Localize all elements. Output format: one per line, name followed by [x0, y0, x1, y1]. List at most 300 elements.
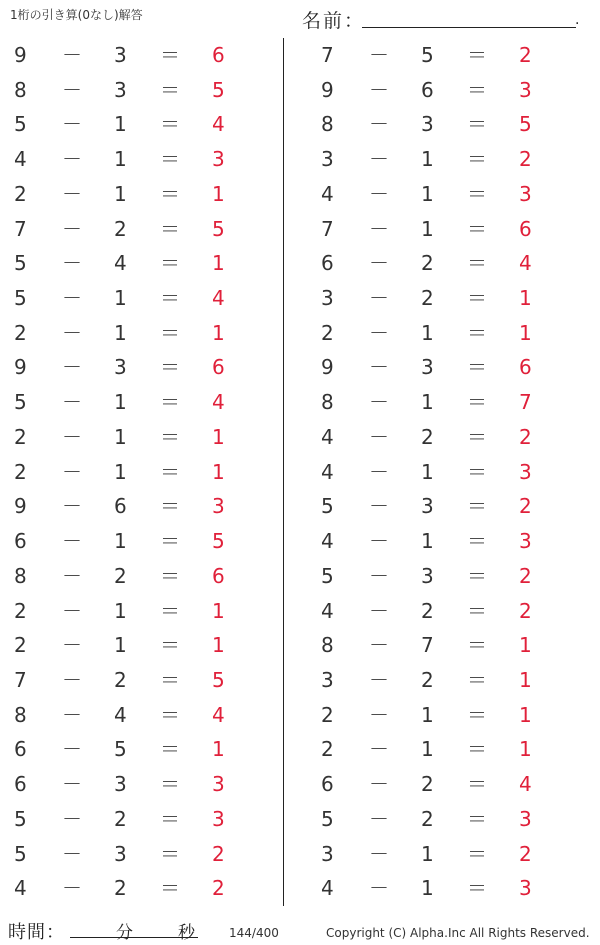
problem-row: [307, 663, 587, 697]
subtrahend: 3: [421, 563, 434, 588]
equals-sign: ＝: [467, 529, 487, 554]
minus-sign: －: [369, 633, 389, 658]
minus-sign: －: [62, 112, 82, 137]
equals-sign: ＝: [160, 147, 180, 172]
answer: 1: [519, 286, 532, 311]
page-number: 144/400: [229, 926, 279, 940]
minuend: 2: [321, 702, 334, 727]
equals-sign: ＝: [467, 702, 487, 727]
subtrahend: 2: [114, 216, 127, 241]
minuend: 7: [321, 216, 334, 241]
equals-sign: ＝: [467, 494, 487, 519]
subtrahend: 4: [114, 251, 127, 276]
answer: 1: [519, 320, 532, 345]
problem-row: [0, 38, 280, 72]
minus-sign: －: [62, 459, 82, 484]
minuend: 3: [321, 667, 334, 692]
problem-row: [0, 802, 280, 836]
equals-sign: ＝: [160, 702, 180, 727]
equals-sign: ＝: [467, 598, 487, 623]
problem-row: [0, 489, 280, 523]
column-divider: [283, 38, 284, 906]
problem-row: [0, 871, 280, 905]
equals-sign: ＝: [467, 841, 487, 866]
minuend: 5: [14, 251, 27, 276]
minuend: 6: [14, 772, 27, 797]
answer: 5: [212, 77, 225, 102]
equals-sign: ＝: [160, 286, 180, 311]
answer: 2: [519, 147, 532, 172]
answer: 4: [212, 112, 225, 137]
problem-row: [307, 38, 587, 72]
answer: 1: [212, 320, 225, 345]
minus-sign: －: [369, 390, 389, 415]
subtrahend: 2: [114, 563, 127, 588]
problem-row: [0, 142, 280, 176]
equals-sign: ＝: [160, 112, 180, 137]
answer: 1: [212, 459, 225, 484]
answer: 2: [519, 598, 532, 623]
subtrahend: 3: [114, 355, 127, 380]
answer: 4: [212, 286, 225, 311]
problem-row: [307, 212, 587, 246]
name-field-end: .: [575, 12, 580, 28]
subtrahend: 3: [114, 43, 127, 67]
equals-sign: ＝: [467, 633, 487, 658]
answer: 6: [212, 563, 225, 588]
equals-sign: ＝: [160, 424, 180, 449]
equals-sign: ＝: [160, 841, 180, 866]
minus-sign: －: [369, 424, 389, 449]
subtrahend: 3: [421, 112, 434, 137]
minus-sign: －: [62, 390, 82, 415]
minuend: 3: [321, 147, 334, 172]
answer: 1: [519, 702, 532, 727]
subtrahend: 2: [114, 876, 127, 901]
problem-row: [307, 246, 587, 280]
minus-sign: －: [62, 633, 82, 658]
answer: 5: [212, 667, 225, 692]
minuend: 2: [14, 424, 27, 449]
problem-row: [307, 350, 587, 384]
subtrahend: 1: [421, 876, 434, 901]
answer: 6: [212, 43, 225, 67]
problem-row: [307, 316, 587, 350]
minus-sign: －: [369, 216, 389, 241]
equals-sign: ＝: [160, 251, 180, 276]
subtrahend: 1: [114, 286, 127, 311]
answer: 5: [212, 216, 225, 241]
minus-sign: －: [62, 806, 82, 831]
minuend: 9: [14, 494, 27, 519]
equals-sign: ＝: [160, 772, 180, 797]
subtrahend: 2: [421, 251, 434, 276]
subtrahend: 1: [114, 633, 127, 658]
answer: 2: [519, 494, 532, 519]
problem-row: [0, 698, 280, 732]
minus-sign: －: [369, 598, 389, 623]
answer: 1: [519, 667, 532, 692]
minus-sign: －: [62, 598, 82, 623]
minuend: 6: [321, 251, 334, 276]
minuend: 4: [321, 459, 334, 484]
problem-row: [0, 420, 280, 454]
problem-row: [0, 212, 280, 246]
problem-row: [0, 732, 280, 766]
minuend: 5: [14, 841, 27, 866]
answer: 3: [212, 772, 225, 797]
problem-row: [307, 767, 587, 801]
minus-sign: －: [369, 772, 389, 797]
minus-sign: －: [62, 286, 82, 311]
equals-sign: ＝: [467, 667, 487, 692]
problem-row: [0, 767, 280, 801]
answer: 3: [212, 147, 225, 172]
minuend: 4: [321, 424, 334, 449]
problem-row: [0, 559, 280, 593]
subtrahend: 1: [114, 320, 127, 345]
answer: 3: [519, 181, 532, 206]
minuend: 2: [321, 320, 334, 345]
problem-row: [307, 385, 587, 419]
problem-row: [307, 732, 587, 766]
problem-row: [307, 73, 587, 107]
minuend: 7: [321, 43, 334, 67]
equals-sign: ＝: [467, 77, 487, 102]
problem-row: [0, 107, 280, 141]
minus-sign: －: [369, 320, 389, 345]
answer: 5: [212, 529, 225, 554]
minuend: 9: [321, 355, 334, 380]
answer: 6: [519, 216, 532, 241]
minus-sign: －: [62, 702, 82, 727]
problem-row: [0, 350, 280, 384]
minus-sign: －: [62, 876, 82, 901]
minuend: 5: [321, 806, 334, 831]
answer: 2: [519, 43, 532, 67]
problem-row: [307, 524, 587, 558]
minuend: 8: [14, 702, 27, 727]
minuend: 9: [321, 77, 334, 102]
minuend: 5: [14, 286, 27, 311]
subtrahend: 3: [114, 772, 127, 797]
minuend: 4: [321, 181, 334, 206]
problem-row: [0, 316, 280, 350]
minus-sign: －: [62, 147, 82, 172]
answer: 3: [212, 494, 225, 519]
minuend: 2: [321, 737, 334, 762]
minus-sign: －: [62, 494, 82, 519]
equals-sign: ＝: [160, 77, 180, 102]
answer: 1: [212, 737, 225, 762]
worksheet-title: 1桁の引き算(0なし)解答: [10, 8, 143, 22]
subtrahend: 7: [421, 633, 434, 658]
subtrahend: 1: [114, 529, 127, 554]
time-label: 時間：: [8, 922, 65, 943]
answer: 3: [212, 806, 225, 831]
minuend: 2: [14, 598, 27, 623]
subtrahend: 1: [421, 529, 434, 554]
equals-sign: ＝: [467, 43, 487, 67]
minuend: 2: [14, 320, 27, 345]
minus-sign: －: [62, 737, 82, 762]
problem-row: [0, 837, 280, 871]
subtrahend: 5: [421, 43, 434, 67]
subtrahend: 2: [421, 772, 434, 797]
minus-sign: －: [369, 841, 389, 866]
equals-sign: ＝: [160, 181, 180, 206]
equals-sign: ＝: [467, 181, 487, 206]
minuend: 4: [321, 876, 334, 901]
seconds-label: 秒: [178, 923, 195, 943]
answer: 7: [519, 390, 532, 415]
minuend: 7: [14, 216, 27, 241]
answer: 2: [212, 841, 225, 866]
minus-sign: －: [369, 563, 389, 588]
minus-sign: －: [62, 216, 82, 241]
answer: 4: [212, 390, 225, 415]
subtrahend: 1: [114, 424, 127, 449]
minuend: 6: [321, 772, 334, 797]
equals-sign: ＝: [160, 216, 180, 241]
minus-sign: －: [369, 737, 389, 762]
answer: 3: [519, 876, 532, 901]
subtrahend: 1: [114, 112, 127, 137]
name-field-line: [362, 27, 576, 28]
subtrahend: 2: [421, 806, 434, 831]
problem-row: [0, 663, 280, 697]
minus-sign: －: [369, 494, 389, 519]
minuend: 6: [14, 737, 27, 762]
answer: 1: [212, 633, 225, 658]
subtrahend: 1: [421, 841, 434, 866]
problem-row: [307, 489, 587, 523]
minuend: 4: [14, 147, 27, 172]
subtrahend: 2: [421, 286, 434, 311]
problem-row: [0, 455, 280, 489]
equals-sign: ＝: [160, 563, 180, 588]
problem-row: [307, 142, 587, 176]
minus-sign: －: [62, 77, 82, 102]
equals-sign: ＝: [467, 737, 487, 762]
minuend: 8: [14, 77, 27, 102]
equals-sign: ＝: [160, 355, 180, 380]
subtrahend: 2: [114, 806, 127, 831]
problem-row: [307, 559, 587, 593]
minus-sign: －: [62, 251, 82, 276]
equals-sign: ＝: [467, 320, 487, 345]
equals-sign: ＝: [160, 806, 180, 831]
answer: 1: [212, 181, 225, 206]
name-label: 名前：: [302, 10, 366, 32]
minus-sign: －: [369, 355, 389, 380]
minuend: 4: [14, 876, 27, 901]
minus-sign: －: [369, 251, 389, 276]
minuend: 8: [321, 112, 334, 137]
problem-row: [0, 594, 280, 628]
minuend: 8: [321, 633, 334, 658]
answer: 3: [519, 459, 532, 484]
subtrahend: 1: [421, 737, 434, 762]
problem-row: [0, 385, 280, 419]
problem-row: [307, 594, 587, 628]
minuend: 6: [14, 529, 27, 554]
minus-sign: －: [62, 43, 82, 67]
minuend: 3: [321, 286, 334, 311]
minus-sign: －: [369, 876, 389, 901]
equals-sign: ＝: [467, 147, 487, 172]
minuend: 5: [321, 494, 334, 519]
equals-sign: ＝: [160, 876, 180, 901]
equals-sign: ＝: [160, 494, 180, 519]
subtrahend: 5: [114, 737, 127, 762]
problem-row: [307, 177, 587, 211]
answer: 2: [212, 876, 225, 901]
equals-sign: ＝: [467, 459, 487, 484]
problem-row: [0, 73, 280, 107]
minuend: 2: [14, 633, 27, 658]
problem-row: [0, 246, 280, 280]
subtrahend: 6: [114, 494, 127, 519]
equals-sign: ＝: [160, 633, 180, 658]
answer: 6: [519, 355, 532, 380]
subtrahend: 1: [421, 702, 434, 727]
minus-sign: －: [62, 355, 82, 380]
problem-row: [307, 107, 587, 141]
subtrahend: 2: [421, 598, 434, 623]
subtrahend: 1: [421, 320, 434, 345]
equals-sign: ＝: [467, 806, 487, 831]
minuend: 9: [14, 355, 27, 380]
subtrahend: 3: [114, 841, 127, 866]
answer: 4: [212, 702, 225, 727]
answer: 1: [212, 251, 225, 276]
minus-sign: －: [369, 112, 389, 137]
subtrahend: 1: [421, 216, 434, 241]
minus-sign: －: [369, 286, 389, 311]
minus-sign: －: [369, 702, 389, 727]
minuend: 8: [14, 563, 27, 588]
minuend: 4: [321, 529, 334, 554]
minus-sign: －: [62, 667, 82, 692]
minus-sign: －: [369, 459, 389, 484]
subtrahend: 1: [421, 390, 434, 415]
answer: 5: [519, 112, 532, 137]
equals-sign: ＝: [467, 876, 487, 901]
subtrahend: 1: [114, 181, 127, 206]
minuend: 3: [321, 841, 334, 866]
problem-row: [307, 802, 587, 836]
subtrahend: 1: [114, 390, 127, 415]
equals-sign: ＝: [467, 424, 487, 449]
equals-sign: ＝: [160, 598, 180, 623]
answer: 2: [519, 841, 532, 866]
subtrahend: 2: [421, 667, 434, 692]
subtrahend: 1: [421, 147, 434, 172]
equals-sign: ＝: [160, 320, 180, 345]
answer: 1: [519, 633, 532, 658]
minuend: 4: [321, 598, 334, 623]
minus-sign: －: [62, 529, 82, 554]
equals-sign: ＝: [160, 737, 180, 762]
problem-row: [307, 281, 587, 315]
problem-row: [0, 524, 280, 558]
minus-sign: －: [369, 181, 389, 206]
equals-sign: ＝: [160, 529, 180, 554]
subtrahend: 2: [114, 667, 127, 692]
equals-sign: ＝: [467, 772, 487, 797]
minus-sign: －: [62, 320, 82, 345]
minus-sign: －: [369, 806, 389, 831]
subtrahend: 3: [421, 494, 434, 519]
equals-sign: ＝: [467, 563, 487, 588]
subtrahend: 1: [421, 459, 434, 484]
equals-sign: ＝: [467, 216, 487, 241]
answer: 3: [519, 529, 532, 554]
equals-sign: ＝: [160, 43, 180, 67]
subtrahend: 3: [114, 77, 127, 102]
minuend: 5: [14, 806, 27, 831]
problem-row: [307, 698, 587, 732]
minus-sign: －: [62, 181, 82, 206]
minuend: 2: [14, 181, 27, 206]
subtrahend: 4: [114, 702, 127, 727]
equals-sign: ＝: [160, 459, 180, 484]
minus-sign: －: [369, 529, 389, 554]
minuend: 5: [321, 563, 334, 588]
minuend: 7: [14, 667, 27, 692]
answer: 4: [519, 251, 532, 276]
answer: 4: [519, 772, 532, 797]
answer: 6: [212, 355, 225, 380]
equals-sign: ＝: [160, 390, 180, 415]
problem-row: [0, 628, 280, 662]
problem-row: [0, 281, 280, 315]
subtrahend: 1: [421, 181, 434, 206]
answer: 1: [212, 598, 225, 623]
subtrahend: 1: [114, 147, 127, 172]
equals-sign: ＝: [467, 251, 487, 276]
equals-sign: ＝: [467, 355, 487, 380]
answer: 1: [519, 737, 532, 762]
answer: 2: [519, 563, 532, 588]
problem-row: [307, 628, 587, 662]
problem-row: [307, 871, 587, 905]
minus-sign: －: [369, 147, 389, 172]
minus-sign: －: [369, 77, 389, 102]
minuend: 8: [321, 390, 334, 415]
problem-row: [307, 455, 587, 489]
minuend: 9: [14, 43, 27, 67]
minus-sign: －: [62, 424, 82, 449]
equals-sign: ＝: [467, 286, 487, 311]
answer: 3: [519, 77, 532, 102]
subtrahend: 2: [421, 424, 434, 449]
answer: 1: [212, 424, 225, 449]
minus-sign: －: [62, 563, 82, 588]
subtrahend: 1: [114, 459, 127, 484]
answer: 2: [519, 424, 532, 449]
subtrahend: 3: [421, 355, 434, 380]
copyright-notice: Copyright (C) Alpha.Inc All Rights Reserved.: [326, 926, 590, 940]
minuend: 5: [14, 112, 27, 137]
answer: 3: [519, 806, 532, 831]
problem-row: [0, 177, 280, 211]
minus-sign: －: [369, 43, 389, 67]
equals-sign: ＝: [467, 390, 487, 415]
problem-row: [307, 837, 587, 871]
subtrahend: 6: [421, 77, 434, 102]
